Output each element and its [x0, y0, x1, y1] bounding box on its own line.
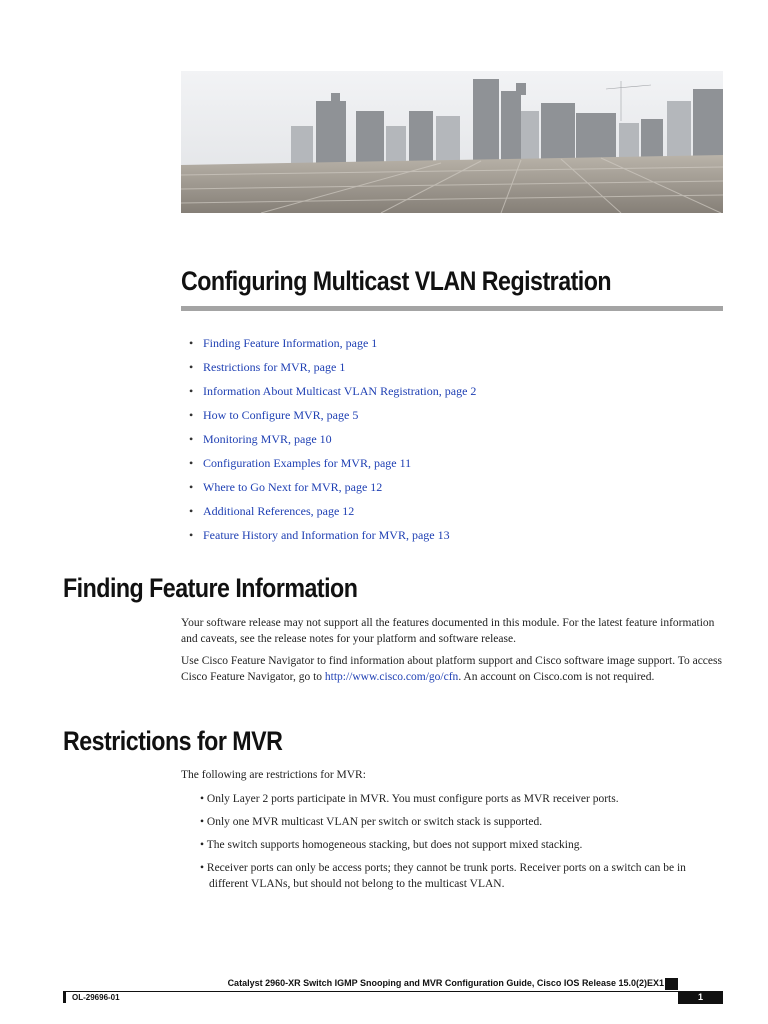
footer-marker [665, 978, 678, 990]
title-rule [181, 306, 723, 311]
toc-item [189, 405, 476, 429]
toc-item [189, 381, 476, 405]
toc-item [189, 477, 476, 501]
cisco-feature-navigator-link[interactable]: http://www.cisco.com/go/cfn [324, 671, 459, 683]
restriction-item: • Receiver ports can only be access ports; they cannot be trunk ports. Receiver ports on a switch can be in different VLANs, but should not belong to the multicast VLAN. [200, 862, 686, 890]
toc-bullet: • [189, 384, 194, 398]
finding-feature-heading: Finding Feature Information [63, 573, 358, 603]
toc-item [189, 525, 476, 549]
restriction-item: • Only Layer 2 ports participate in MVR. You must configure ports as MVR receiver ports. [200, 793, 619, 805]
footer-guide-title: Catalyst 2960-XR Switch IGMP Snooping and MVR Configuration Guide, Cisco IOS Release 15.0(2)EX1 [227, 978, 664, 988]
toc-bullet: • [189, 504, 194, 518]
toc-link[interactable]: Information About Multicast VLAN Registration, page 2 [203, 384, 477, 398]
toc-link[interactable]: Monitoring MVR, page 10 [203, 432, 332, 446]
toc-link[interactable]: Feature History and Information for MVR, page 13 [203, 528, 450, 542]
toc-bullet: • [189, 456, 194, 470]
toc-bullet: • [189, 336, 194, 350]
toc-bullet: • [189, 432, 194, 446]
restrictions-list [200, 791, 725, 899]
toc-item [189, 357, 476, 381]
toc-link[interactable]: Restrictions for MVR, page 1 [203, 360, 346, 374]
restrictions-heading: Restrictions for MVR [63, 726, 283, 756]
toc-link[interactable]: Finding Feature Information, page 1 [203, 336, 378, 350]
toc-bullet: • [189, 360, 194, 374]
toc-item [189, 333, 476, 357]
footer-left-marker [63, 991, 66, 1003]
city-skyline-banner-image [181, 71, 723, 213]
toc-link[interactable]: Where to Go Next for MVR, page 12 [203, 480, 383, 494]
finding-paragraph-1: Your software release may not support all the features documented in this module. For the latest feature information and caveats, see the release notes for your platform and software release. [181, 617, 715, 645]
restriction-item: • Only one MVR multicast VLAN per switch or switch stack is supported. [200, 816, 543, 828]
finding-paragraph-2-tail: . An account on Cisco.com is not required. [458, 671, 655, 683]
toc-link[interactable]: Configuration Examples for MVR, page 11 [203, 456, 412, 470]
toc-item [189, 453, 476, 477]
finding-paragraph-2 [181, 653, 726, 685]
footer-rule [63, 991, 723, 992]
restrictions-intro: The following are restrictions for MVR: [181, 769, 366, 781]
toc-link[interactable]: How to Configure MVR, page 5 [203, 408, 359, 422]
document-number: OL-29696-01 [72, 993, 120, 1002]
toc-item [189, 501, 476, 525]
chapter-toc [189, 333, 476, 549]
toc-link[interactable]: Additional References, page 12 [203, 504, 355, 518]
page-number: 1 [678, 991, 723, 1004]
finding-paragraph-2-text: Use Cisco Feature Navigator to find information about platform support and Cisco software image support. To access Cisco Feature Navigator, go to [181, 655, 722, 683]
toc-item [189, 429, 476, 453]
toc-bullet: • [189, 528, 194, 542]
chapter-title: Configuring Multicast VLAN Registration [181, 266, 612, 296]
restriction-item: • The switch supports homogeneous stacking, but does not support mixed stacking. [200, 839, 583, 851]
toc-bullet: • [189, 480, 194, 494]
toc-bullet: • [189, 408, 194, 422]
